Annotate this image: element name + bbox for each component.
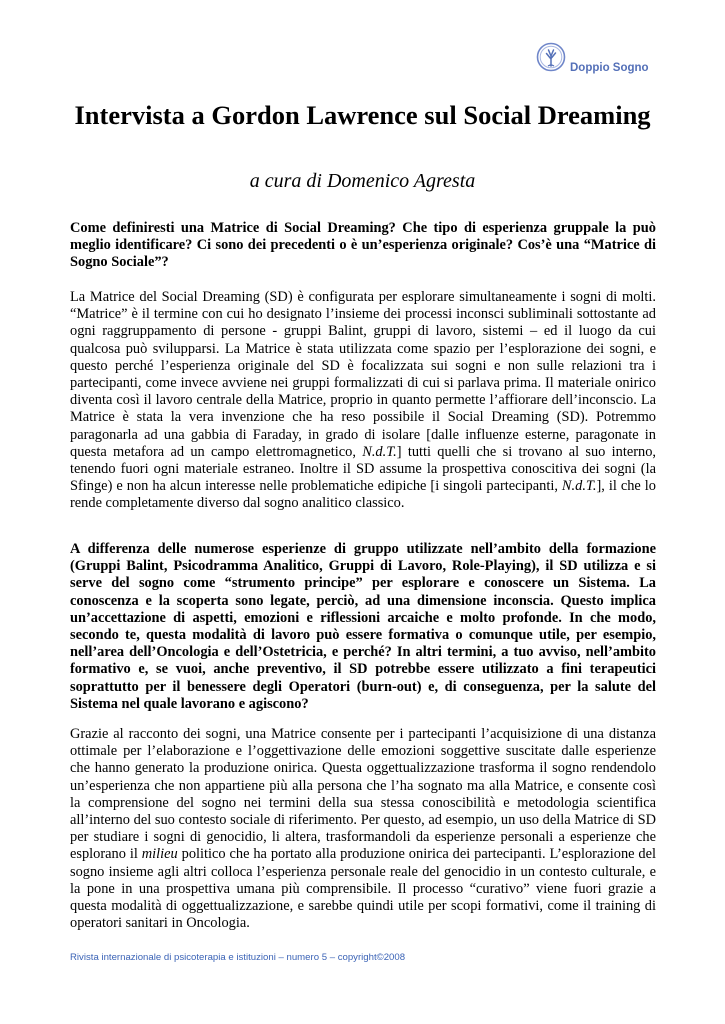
question-2: A differenza delle numerose esperienze di gruppo utilizzate nell’ambito della formazione (Gruppi Balint, Psicodramma Analitico, Gruppi di Lavoro, Role-Playing), il SD utilizza e si serve del sogno come “strumento principe” per esplorare e conoscere un Sistema. La conoscenza e la scoperta sono legate, perciò, ad una dimensione inconscia. Questo implica un’accettazione di aspetti, emozioni e riflessioni arcaiche e molto profonde. In che modo, secondo te, questa modalità di lavoro può essere formativa o comunque utile, per esempio, nell’area dell’Oncologia e dell’Ostetricia, e perché? In altri termini, a tuo avviso, nell’ambito formativo e, se vuoi, anche preventivo, il SD potrebbe essere utilizzato a fini terapeutici soprattutto per il benessere degli Operatori (burn-out) e, di conseguenza, per la salute del Sistema nel quale lavorano e agiscono? — [70, 541, 656, 712]
article-subtitle: a cura di Domenico Agresta — [249, 170, 476, 192]
translator-note: N.d.T. — [362, 443, 397, 460]
translator-note: N.d.T. — [561, 478, 597, 495]
logo-text: Doppio Sogno — [570, 62, 649, 74]
italic-term: milieu — [141, 846, 178, 863]
question-1: Come definiresti una Matrice di Social Dreaming? Che tipo di esperienza gruppale la può meglio identificare? Ci sono dei precedenti o è un’esperienza originale? Cos’è una “Matrice di Sogno Sociale”? — [70, 220, 656, 271]
journal-logo — [536, 42, 686, 88]
tree-in-circle-icon — [536, 42, 566, 72]
answer-1-text: ] tutti quelli che si trovano al suo interno, tenendo fuori ogni materiale estraneo. Inoltre il SD assume la prospettiva conoscitiva dei sogni (la Sfinge) e non ha alcun interesse nelle problematiche edipiche [i singoli partecipanti, — [70, 443, 657, 495]
answer-1 — [70, 289, 656, 513]
page-footer: Rivista internazionale di psicoterapia e istituzioni – numero 5 – copyright©2008 — [70, 952, 406, 963]
answer-2-text: politico che ha portato alla produzione onirica dei partecipanti. L’esplorazione del sogno insieme agli altri colloca l’esperienza personale reale del genocidio in un contesto culturale, e la pone in una prospettiva umana più comprensibile. Il processo “curativo” viene fuori grazie a questa modalità di oggettualizzazione, e sarebbe quindi utile per scopi formativi, come il training di operatori sanitari in Oncologia. — [70, 846, 657, 932]
article-title: Intervista a Gordon Lawrence sul Social Dreaming — [74, 100, 651, 130]
answer-1-text: La Matrice del Social Dreaming (SD) è configurata per esplorare simultaneamente i sogni di molti. “Matrice” è il termine con cui ho designato l’insieme dei processi inconsci subliminali sottostante ad ogni raggruppamento di persone - gruppi Balint, gruppi di lavoro, sistemi – ed il luogo da cui qualcosa può svilupparsi. La Matrice è stata utilizzata come spazio per l’esplorazione dei sogni, e questo perché l’esperienza originale del SD è focalizzata sui sogni e non sulle relazioni tra i partecipanti, come invece avviene nei gruppi formalizzati di cui si parlava prima. Il materiale onirico diventa così il lavoro centrale della Matrice, proprio in quanto permette l’affiorare dell’inconscio. La Matrice è stata la vera invenzione che ha reso possibile il Social Dreaming (SD). Potremmo paragonarla ad una gabbia di Faraday, in grado di isolare [dalle influenze esterne, paragonate in questa metafora ad un campo elettromagnetico, — [70, 289, 656, 460]
answer-2 — [70, 726, 656, 932]
answer-2-text: Grazie al racconto dei sogni, una Matrice consente per i partecipanti l’acquisizione di una distanza ottimale per l’elaborazione e l’oggettivazione delle emozioni soggettive suscitate dalle esperienze che hanno generato la produzione onirica. Questa oggettualizzazione trasforma il sogno rendendolo un’esperienza che non appartiene più alla persona che l’ha sognato ma alla Matrice, e consente così la comprensione del sogno nei termini della sua stessa conoscibilità e metodologia scientifica all’interno del suo contesto sociale di riferimento. Per questo, ad esempio, un uso della Matrice di SD per studiare i sogni di genocidio, li altera, trasformandoli da esperienze personali a esperienze che esplorano il — [70, 726, 656, 863]
answer-1-text: ], il che lo rende completamente diverso dal sogno analitico classico. — [70, 478, 656, 512]
